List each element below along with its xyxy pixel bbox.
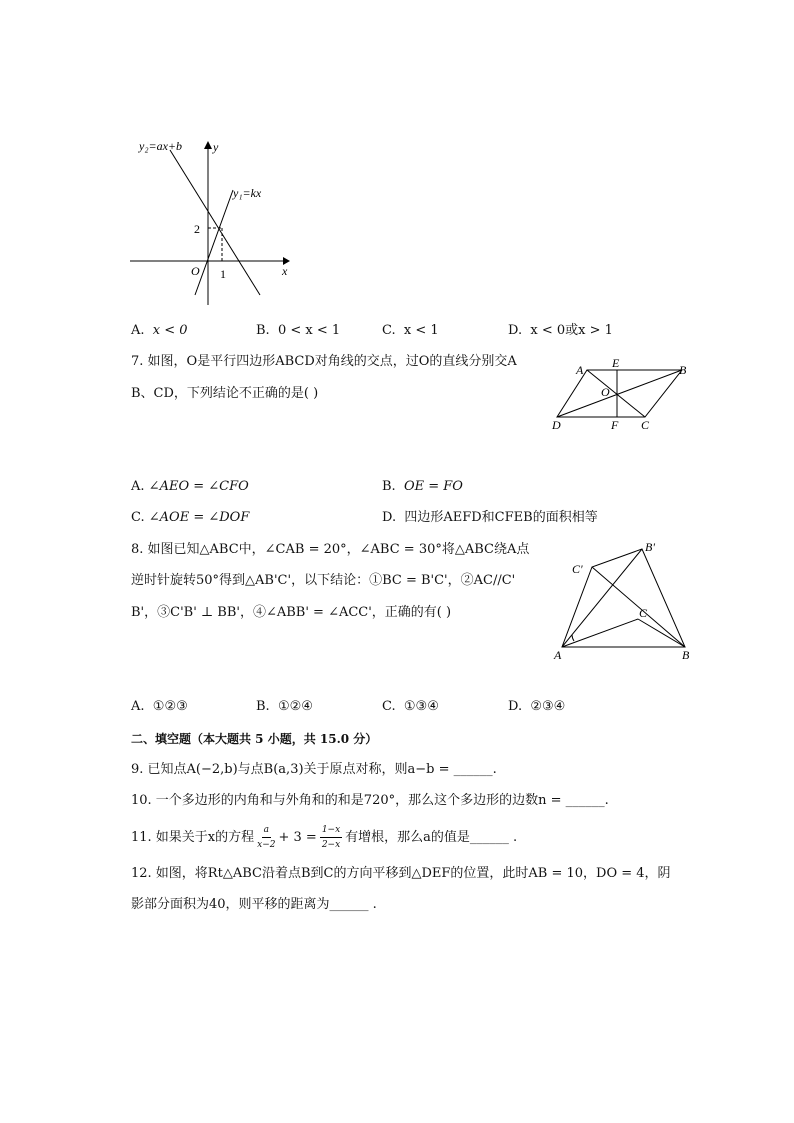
label-o: O bbox=[601, 385, 610, 399]
y-axis-arrow bbox=[204, 141, 212, 149]
q8-stem-line1: 8. 如图已知△ABC中，∠CAB = 20°，∠ABC = 30°将△ABC绕A点 bbox=[131, 542, 530, 557]
q11-text: 11. 如果关于x的方程 a x−2 + 3 = $\frac{1-x}{2-x}$ 有增根，那么a的值是______ . bbox=[131, 825, 518, 850]
q12-line2: 影部分面积为40，则平移的距离为______ . bbox=[131, 897, 377, 912]
q7-option-b: B. OE = FO bbox=[382, 479, 463, 494]
label-b: B bbox=[682, 648, 690, 662]
q6-option-d: D. x < 0或x > 1 bbox=[508, 323, 613, 338]
q8-option-c: C. ①③④ bbox=[382, 699, 439, 714]
label-cprime: C' bbox=[572, 562, 583, 576]
q8-option-a: A. ①②③ bbox=[131, 699, 188, 714]
q6-option-c: C. x < 1 bbox=[382, 323, 439, 338]
q8-option-d: D. ②③④ bbox=[508, 699, 566, 714]
q8-stem-line2: 逆时针旋转50°得到△AB'C'，以下结论：①BC = B'C'，②AC//C' bbox=[131, 573, 516, 588]
q7-option-a: A. ∠AEO = ∠CFO bbox=[131, 479, 249, 494]
line-y1-label: y₁=kx bbox=[233, 186, 262, 200]
line-y2-label: y₂=ax+b bbox=[139, 139, 183, 153]
label-c: C bbox=[639, 606, 648, 620]
origin-label: O bbox=[191, 264, 200, 278]
q7-parallelogram-figure bbox=[545, 355, 695, 435]
diagonal-ac bbox=[587, 370, 645, 417]
q8-rotation-figure bbox=[550, 537, 700, 665]
segment-c-b bbox=[638, 619, 685, 647]
label-e: E bbox=[612, 356, 620, 370]
x-tick-label: 1 bbox=[220, 267, 226, 281]
q7-option-c: C. ∠AOE = ∠DOF bbox=[131, 510, 250, 525]
fraction-1: a x−2 bbox=[257, 825, 276, 850]
q7-stem-line2: B、CD，下列结论不正确的是( ) bbox=[131, 386, 319, 401]
q7-stem-line1: 7. 如图，O是平行四边形ABCD对角线的交点，过O的直线分别交A bbox=[131, 354, 517, 369]
q6-option-a: A. x < 0 bbox=[131, 323, 188, 338]
x-axis-label: x bbox=[282, 264, 288, 278]
q9-text: 9. 已知点A(−2,b)与点B(a,3)关于原点对称，则a−b = ______. bbox=[131, 762, 497, 777]
label-f: F bbox=[611, 418, 619, 432]
label-a: A bbox=[576, 363, 584, 377]
q7-option-d: D. 四边形AEFD和CFEB的面积相等 bbox=[382, 510, 598, 525]
q8-stem-line3: B'，③C'B' ⊥ BB'，④∠ABB' = ∠ACC'，正确的有( ) bbox=[131, 605, 452, 620]
fraction-2: $\frac{1-x}{2-x}$ bbox=[321, 825, 341, 850]
label-bprime: B' bbox=[645, 540, 655, 554]
section-heading: 二、填空题（本大题共 5 小题，共 15.0 分） bbox=[131, 732, 378, 746]
y-axis-label: y bbox=[213, 140, 219, 154]
q10-text: 10. 一个多边形的内角和与外角和的和是720°，那么这个多边形的边数n = ______. bbox=[131, 793, 609, 808]
q6-function-graph bbox=[125, 135, 300, 310]
angle-arc bbox=[572, 635, 574, 641]
line-y2 bbox=[170, 150, 260, 295]
q8-option-b: B. ①②④ bbox=[256, 699, 313, 714]
label-a: A bbox=[554, 648, 562, 662]
q12-line1: 12. 如图，将Rt△ABC沿着点B到C的方向平移到△DEF的位置，此时AB = 10，DO = 4，阴 bbox=[131, 866, 671, 881]
label-d: D bbox=[552, 418, 561, 432]
y-tick-label: 2 bbox=[194, 222, 200, 236]
q6-option-b: B. 0 < x < 1 bbox=[256, 323, 341, 338]
label-c: C bbox=[641, 418, 650, 432]
label-b: B bbox=[679, 363, 687, 377]
